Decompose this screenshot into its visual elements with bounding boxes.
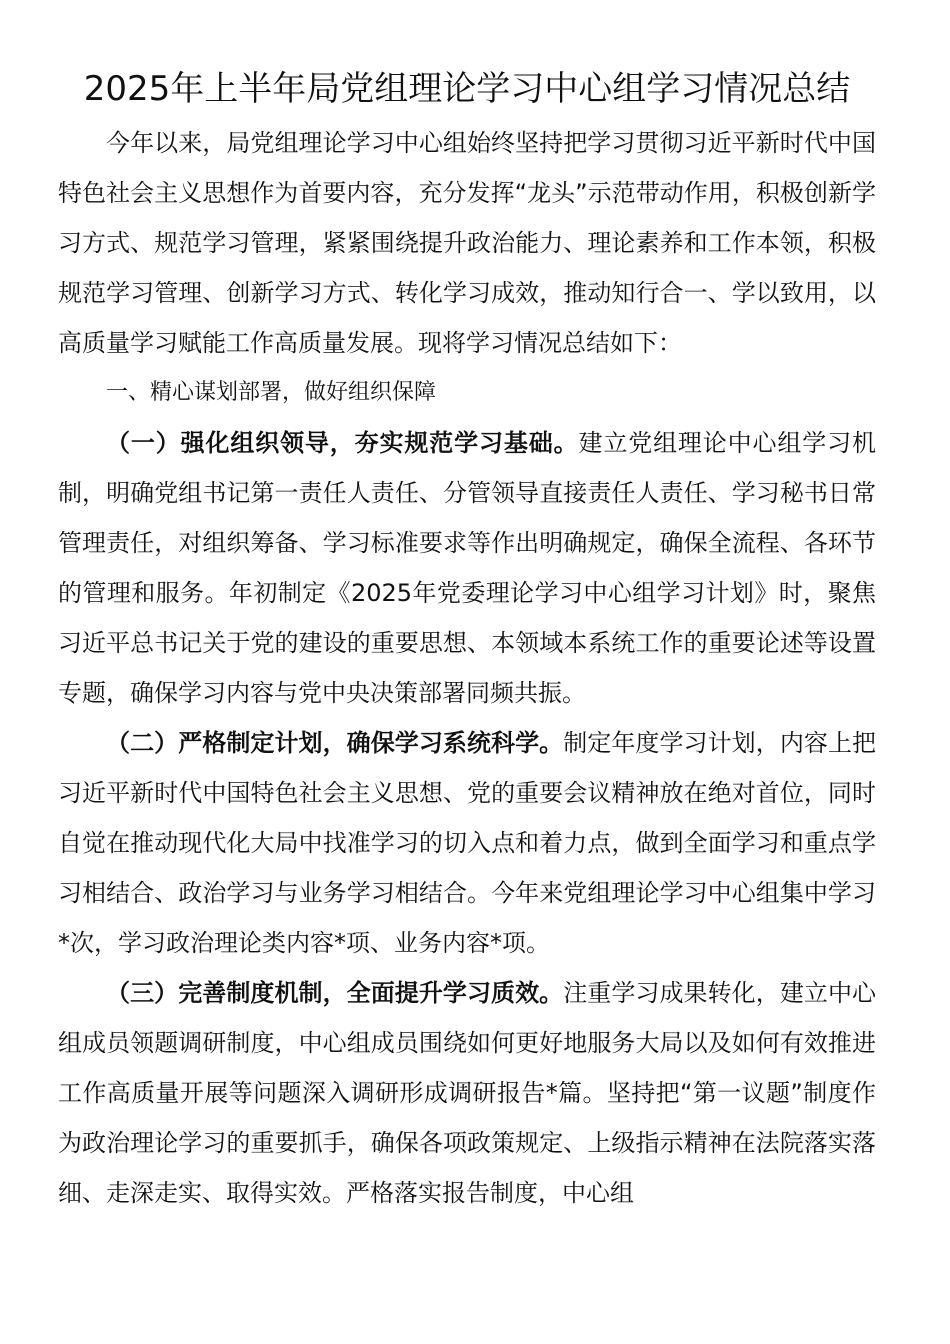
item-lead-2: （二）严格制定计划，确保学习系统科学。 (106, 729, 564, 757)
intro-paragraph: 今年以来，局党组理论学习中心组始终坚持把学习贯彻习近平新时代中国特色社会主义思想作为首要内容，充分发挥“龙头”示范带动作用，积极创新学习方式、规范学习管理，紧紧围绕提升政治能力、理论素养和工作本领，积极规范学习管理、创新学习方式、转化学习成效，推动知行合一、学以致用，以高质量学习赋能工作高质量发展。现将学习情况总结如下： (58, 129, 876, 357)
item-body-1: 建立党组理论中心组学习机制，明确党组书记第一责任人责任、分管领导直接责任人责任、学习秘书日常管理责任，对组织筹备、学习标准要求等作出明确规定，确保全流程、各环节的管理和服务。年初制定《2025年党委理论学习中心组学习计划》时，聚焦习近平总书记关于党的建设的重要思想、本领域本系统工作的重要论述等设置专题，确保学习内容与党中央决策部署同频共振。 (58, 429, 877, 707)
item-lead-1: （一）强化组织领导，夯实规范学习基础。 (106, 429, 579, 457)
item-body-3: 注重学习成果转化，建立中心组成员领题调研制度，中心组成员围绕如何更好地服务大局以及如何有效推进工作高质量开展等问题深入调研形成调研报告*篇。坚持把“第一议题”制度作为政治理论学习的重要抓手，确保各项政策规定、上级指示精神在法院落实落细、走深走实、取得实效。严格落实报告制度，中心组 (58, 979, 877, 1207)
section-heading-1: 一、精心谋划部署，做好组织保障 (106, 380, 437, 405)
item-paragraph-2 (58, 718, 876, 968)
item-body-2: 制定年度学习计划，内容上把习近平新时代中国特色社会主义思想、党的重要会议精神放在绝对首位，同时自觉在推动现代化大局中找准学习的切入点和着力点，做到全面学习和重点学习相结合、政治学习与业务学习相结合。今年来党组理论学习中心组集中学习*次，学习政治理论类内容*项、业务内容*项。 (58, 729, 877, 957)
item-paragraph-1 (58, 418, 876, 718)
document-page (58, 64, 876, 1218)
item-lead-3: （三）完善制度机制，全面提升学习质效。 (106, 979, 564, 1007)
document-title: 2025年上半年局党组理论学习中心组学习情况总结 (83, 69, 851, 109)
item-paragraph-3 (58, 968, 876, 1218)
